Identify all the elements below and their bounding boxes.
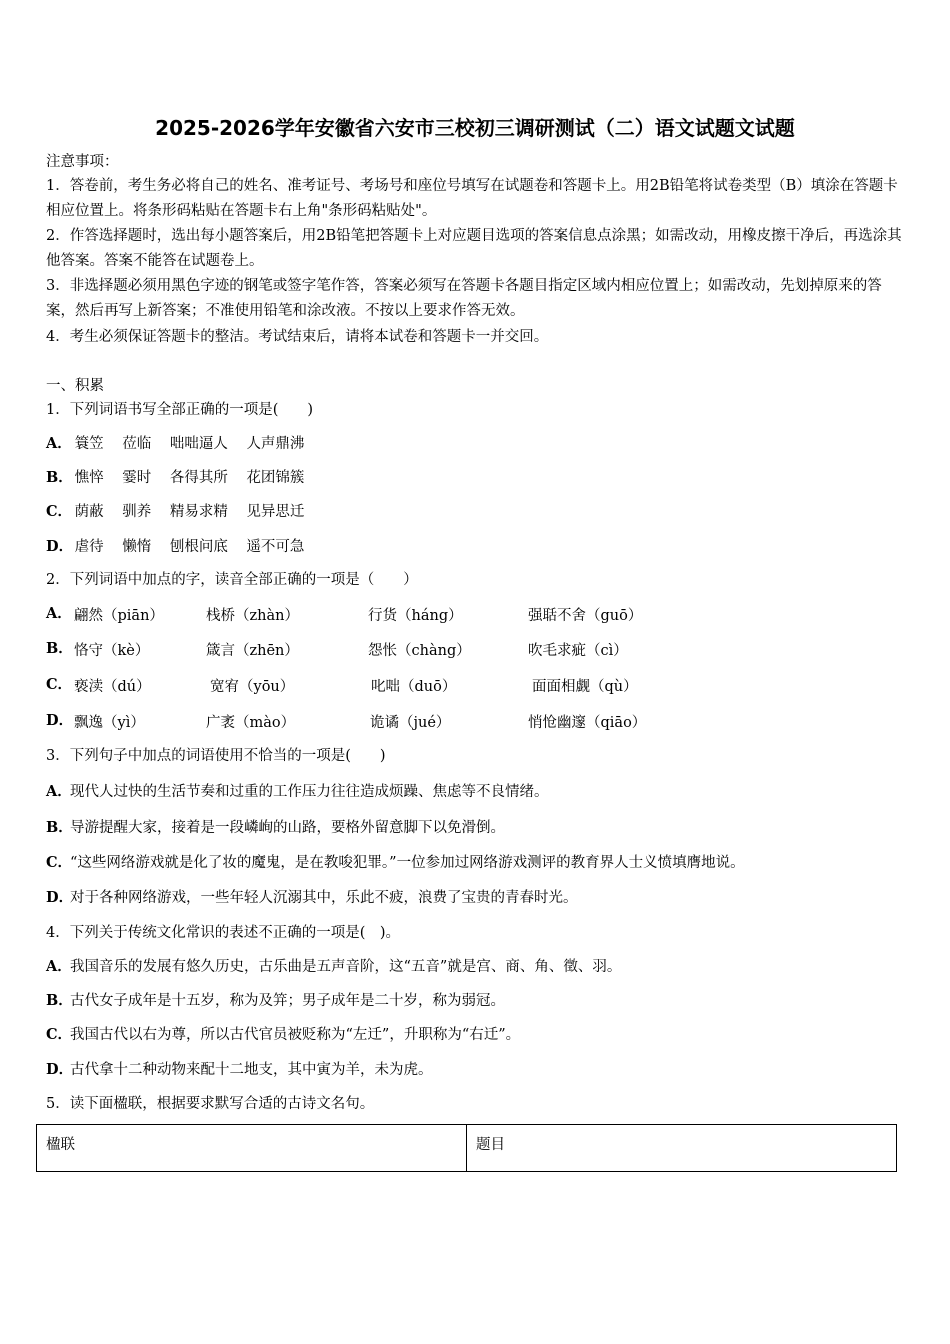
option-item: 怨怅（chàng） [368,643,471,659]
option-item: 箴言（zhēn） [206,643,299,659]
question-3-stem: 3．下列句子中加点的词语使用不恰当的一项是( ) [46,748,386,764]
option-letter: B． [46,819,73,836]
option-word: 见异思迁 [246,504,305,520]
notice-item-4: 4．考生必须保证答题卡的整洁。考试结束后，请将本试卷和答题卡一并交回。 [46,329,549,345]
option-letter: C． [46,676,73,693]
notice-item-3: 3．非选择题必须用黑色字迹的钢笔或签字笔作答，答案必须写在答题卡各题目指定区域内相应位置上；如需改动，先划掉原来的答案，然后再写上新答案；不准使用铅笔和涂改液。不按以上要求作答无效。 [46,278,882,319]
page-title: 2025-2026学年安徽省六安市三校初三调研测试（二）语文试题文试题 [155,116,795,140]
question-2-stem: 2．下列词语中加点的字，读音全部正确的一项是（ ） [46,572,418,588]
option-letter: C． [46,1026,73,1043]
option-word: 驯养 [122,504,152,520]
option-word: 遥不可急 [246,539,305,555]
table-row [37,1125,897,1172]
option-letter: B． [46,469,73,486]
question-1-stem: 1．下列词语书写全部正确的一项是( ) [46,402,314,418]
option-word: 簑笠 [74,436,104,452]
option-letter: D． [46,712,74,729]
question-1-option-a [46,434,906,454]
option-text: 导游提醒大家，接着是一段嶙峋的山路，要格外留意脚下以免滑倒。 [70,820,505,836]
question-3-option-a [46,782,906,802]
option-letter: C． [46,503,73,520]
option-item: 行货（háng） [368,608,463,624]
question-1-option-b [46,468,906,488]
question-3-option-c [46,853,906,873]
option-word: 虐待 [74,539,104,555]
question-1-option-c [46,502,906,522]
question-2-option-d [46,711,906,731]
option-word: 花团锦簇 [246,470,305,486]
option-item: 亵渎（dú） [74,679,151,695]
option-item: 宽宥（yōu） [210,679,295,695]
option-text: 古代女子成年是十五岁，称为及笄；男子成年是二十岁，称为弱冠。 [70,993,505,1009]
option-item: 吹毛求疵（cì） [528,643,628,659]
option-letter: C． [46,854,73,871]
option-letter: A． [46,435,72,452]
option-item: 强聒不舍（guō） [528,608,643,624]
question-4-option-d [46,1060,906,1080]
option-word: 霎时 [122,470,152,486]
option-word: 刨根问底 [169,539,228,555]
question-4-option-b [46,991,906,1011]
notice-item-1: 1．答卷前，考生务必将自己的姓名、准考证号、考场号和座位号填写在试题卷和答题卡上。用2B铅笔将试卷类型（B）填涂在答题卡相应位置上。将条形码粘贴在答题卡右上角"条形码粘贴处"。 [46,178,898,219]
option-text: 古代拿十二种动物来配十二地支，其中寅为羊，未为虎。 [70,1062,433,1078]
option-item: 广袤（mào） [206,715,296,731]
option-word: 憔悴 [74,470,104,486]
option-word: 人声鼎沸 [246,436,305,452]
section-heading: 一、积累 [46,378,104,394]
option-item: 翩然（piān） [74,608,164,624]
option-letter: A． [46,958,72,975]
option-item: 叱咄（duō） [371,679,457,695]
question-4-stem: 4．下列关于传统文化常识的表述不正确的一项是( )。 [46,925,401,941]
question-3-option-b [46,818,906,838]
question-4-option-a [46,957,906,977]
option-text: 对于各种网络游戏，一些年轻人沉溺其中，乐此不疲，浪费了宝贵的青春时光。 [70,890,578,906]
option-item: 栈桥（zhàn） [206,608,299,624]
option-item: 悄怆幽邃（qiāo） [528,715,647,731]
question-4-option-c [46,1025,906,1045]
question-1-option-d [46,537,906,557]
option-word: 精易求精 [169,504,228,520]
couplet-table [36,1124,897,1172]
option-item: 飘逸（yì） [74,715,145,731]
option-letter: A． [46,605,72,622]
option-letter: A． [46,783,72,800]
table-header-topic: 题目 [467,1125,897,1172]
option-letter: D． [46,538,74,555]
option-word: 莅临 [122,436,152,452]
option-word: 荫蔽 [74,504,104,520]
option-item: 恪守（kè） [74,643,150,659]
notice-heading: 注意事项： [46,154,119,170]
option-word: 懒惰 [122,539,152,555]
question-2-option-c [46,675,906,695]
option-letter: B． [46,992,73,1009]
option-text: “这些网络游戏就是化了妆的魔鬼，是在教唆犯罪。”一位参加过网络游戏测评的教育界人士义愤填膺地说。 [70,855,745,871]
option-word: 各得其所 [169,470,228,486]
option-item: 面面相觑（qù） [532,679,638,695]
question-2-option-b [46,639,906,659]
option-text: 现代人过快的生活节奏和过重的工作压力往往造成烦躁、焦虑等不良情绪。 [70,784,549,800]
option-letter: D． [46,1061,74,1078]
option-letter: D． [46,889,74,906]
question-2-option-a [46,604,906,624]
option-text: 我国音乐的发展有悠久历史，古乐曲是五声音阶，这“五音”就是宫、商、角、徵、羽。 [70,959,622,975]
option-letter: B． [46,640,73,657]
table-header-couplet: 楹联 [37,1125,467,1172]
option-word: 咄咄逼人 [169,436,228,452]
question-3-option-d [46,888,906,908]
option-text: 我国古代以右为尊，所以古代官员被贬称为“左迁”，升职称为“右迁”。 [70,1027,521,1043]
question-5-stem: 5．读下面楹联，根据要求默写合适的古诗文名句。 [46,1096,375,1112]
notice-item-2: 2．作答选择题时，选出每小题答案后，用2B铅笔把答题卡上对应题目选项的答案信息点涂黑；如需改动，用橡皮擦干净后，再选涂其他答案。答案不能答在试题卷上。 [46,228,902,269]
option-item: 诡谲（jué） [370,715,451,731]
